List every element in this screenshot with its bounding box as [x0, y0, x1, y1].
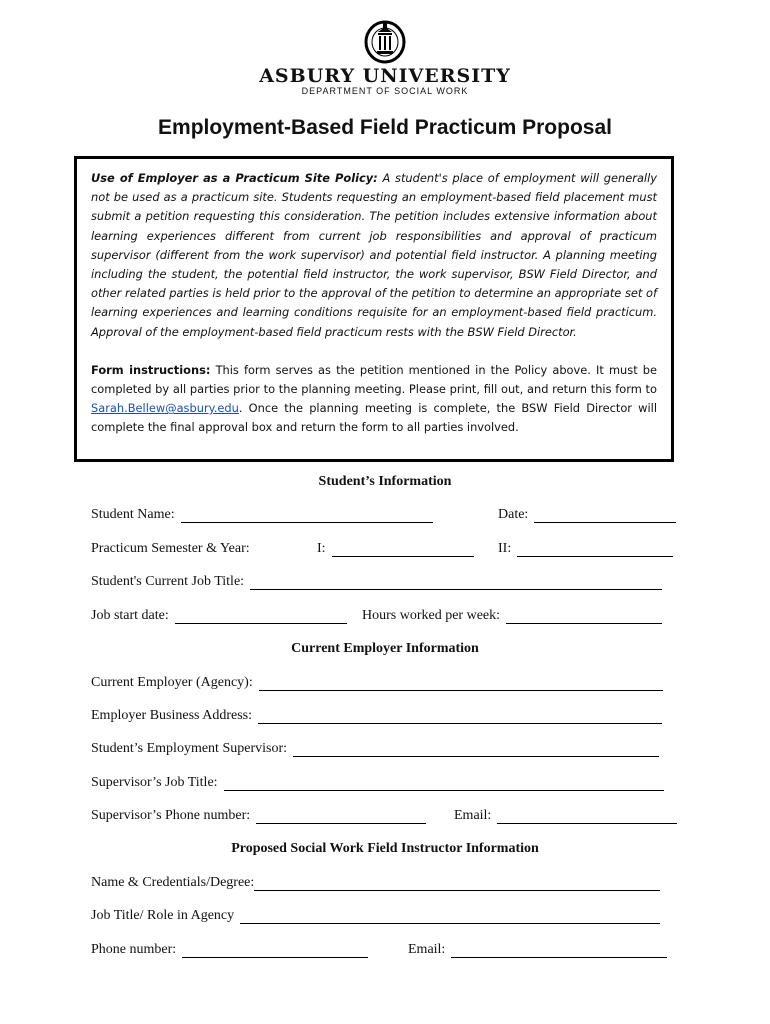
job-start-line[interactable]: [175, 609, 347, 624]
instructions-paragraph: [91, 361, 657, 438]
name-credentials-line[interactable]: [254, 876, 660, 891]
student-name-line[interactable]: [181, 508, 433, 523]
semester-two-line[interactable]: [517, 542, 673, 557]
semester-two-field[interactable]: [498, 541, 673, 557]
job-role-field[interactable]: [91, 908, 660, 924]
name-credentials-field[interactable]: [91, 875, 660, 891]
agency-label: Current Employer (Agency):: [91, 675, 253, 690]
semester-one-field[interactable]: [317, 541, 474, 557]
job-start-label: Job start date:: [91, 608, 169, 623]
agency-field[interactable]: [91, 675, 663, 691]
supervisor-email-field[interactable]: [454, 808, 677, 824]
date-field[interactable]: [498, 507, 676, 523]
semester-one-label: I:: [317, 541, 326, 556]
employer-info-heading: Current Employer Information: [291, 641, 479, 656]
date-label: Date:: [498, 507, 529, 522]
supervisor-email-label: Email:: [454, 808, 492, 823]
semester-year-label-wrap: [91, 541, 250, 557]
instructions-heading: Form instructions:: [91, 362, 211, 377]
university-seal-icon: [363, 18, 407, 64]
document-title: Employment-Based Field Practicum Proposal: [158, 116, 612, 139]
job-start-field[interactable]: [91, 608, 347, 624]
supervisor-phone-field[interactable]: [91, 808, 426, 824]
department-name: DEPARTMENT OF SOCIAL WORK: [301, 86, 469, 96]
policy-body: A student's place of employment will generally not be used as a practicum site. Students requesting an employment-based field placement must submit a petition requesting this consideration. The petition includes extensive information about learning experiences different from current job responsibilities and approval of practicum supervisor (different from the work supervisor) and potential field instructor. A planning meeting including the student, the potential field instructor, the work supervisor, BSW Field Director, and other related parties is held prior to the approval of the petition to determine an appropriate set of learning experiences and learning conditions requisite for an employment-based field practicum. Approval of the employment-based field practicum rests with the BSW Field Director.: [91, 171, 657, 339]
supervisor-job-title-field[interactable]: [91, 775, 664, 791]
hours-line[interactable]: [506, 609, 662, 624]
instructor-email-label: Email:: [408, 942, 446, 957]
address-label: Employer Business Address:: [91, 708, 252, 723]
job-title-label: Student's Current Job Title:: [91, 574, 245, 589]
job-title-line[interactable]: [250, 575, 662, 590]
job-role-line[interactable]: [240, 909, 660, 924]
supervisor-job-title-label: Supervisor’s Job Title:: [91, 775, 218, 790]
instructor-phone-field[interactable]: [91, 942, 368, 958]
student-name-field[interactable]: [91, 507, 433, 523]
instructor-info-heading: Proposed Social Work Field Instructor Information: [231, 841, 539, 856]
supervisor-job-title-line[interactable]: [224, 776, 664, 791]
supervisor-email-line[interactable]: [497, 809, 677, 824]
semester-year-label: Practicum Semester & Year:: [91, 541, 250, 556]
agency-line[interactable]: [259, 676, 663, 691]
supervisor-phone-line[interactable]: [256, 809, 426, 824]
semester-one-line[interactable]: [332, 542, 474, 557]
instructor-phone-line[interactable]: [182, 943, 368, 958]
address-field[interactable]: [91, 708, 662, 724]
instructor-email-field[interactable]: [408, 942, 667, 958]
supervisor-field[interactable]: [91, 741, 659, 757]
student-info-heading: Student’s Information: [318, 474, 452, 489]
student-name-label: Student Name:: [91, 507, 175, 522]
job-role-label: Job Title/ Role in Agency: [91, 908, 235, 923]
supervisor-line[interactable]: [293, 742, 659, 757]
university-name: ASBURY UNIVERSITY: [259, 65, 511, 87]
instructions-body-before: This form serves as the petition mentioned in the Policy above. It must be completed by all parties prior to the planning meeting. Please print, fill out, and return this form to: [91, 362, 658, 397]
university-header: [250, 18, 520, 97]
job-title-field[interactable]: [91, 574, 662, 590]
email-link[interactable]: Sarah.Bellew@asbury.edu: [91, 401, 239, 416]
hours-label: Hours worked per week:: [362, 608, 501, 623]
instructor-email-line[interactable]: [451, 943, 667, 958]
supervisor-label: Student’s Employment Supervisor:: [91, 741, 287, 756]
hours-field[interactable]: [362, 608, 662, 624]
address-line[interactable]: [258, 709, 662, 724]
semester-two-label: II:: [498, 541, 512, 556]
date-line[interactable]: [534, 508, 676, 523]
policy-heading: Use of Employer as a Practicum Site Policy:: [91, 171, 378, 185]
instructor-phone-label: Phone number:: [91, 942, 177, 957]
supervisor-phone-label: Supervisor’s Phone number:: [91, 808, 251, 823]
name-credentials-label: Name & Credentials/Degree:: [91, 875, 255, 890]
instructions-body-after: . Once the planning meeting is complete, the BSW Field Director will complete the final approval box and return the form to all parties involved.: [91, 401, 657, 435]
policy-box: [74, 156, 674, 462]
policy-paragraph: [91, 169, 657, 342]
